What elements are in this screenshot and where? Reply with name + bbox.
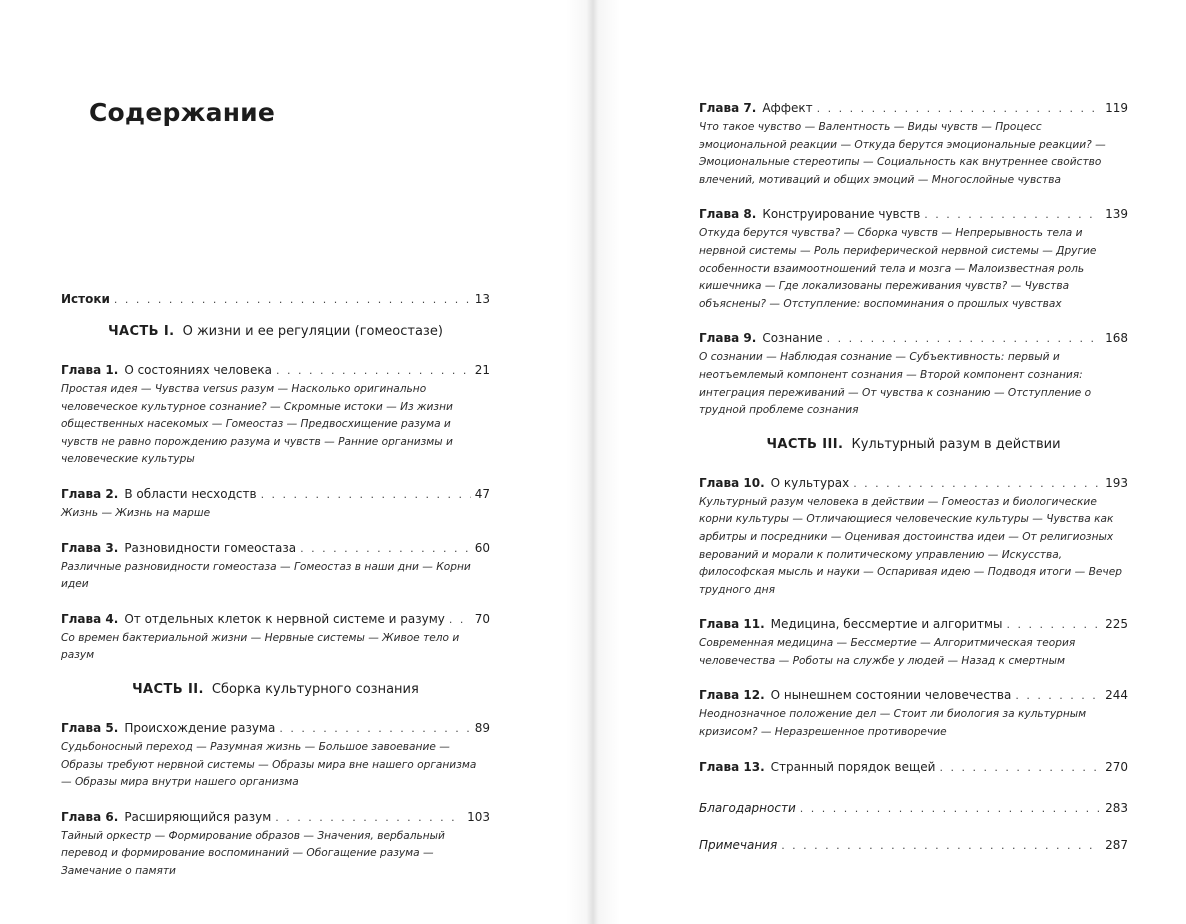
dot-leader — [800, 800, 1101, 818]
dot-leader — [114, 291, 471, 309]
page-number: 70 — [474, 611, 490, 626]
chapter-description: Жизнь — Жизнь на марше — [61, 506, 211, 519]
part-heading-3 — [699, 436, 1128, 454]
page-number: 287 — [1105, 837, 1128, 852]
toc-entry-chapter-4[interactable] — [61, 610, 490, 665]
toc-entry-acknowledgements[interactable] — [699, 799, 1128, 818]
page-number: 119 — [1105, 101, 1128, 115]
page-number: 13 — [474, 292, 490, 306]
page-title: Содержание — [89, 98, 276, 127]
entry-title: Истоки — [61, 292, 110, 306]
chapter-number: Глава 13. — [699, 759, 765, 774]
chapter-title: Аффект — [762, 101, 813, 115]
part-label: ЧАСТЬ II. — [132, 681, 204, 697]
toc-entry-chapter-10[interactable] — [699, 474, 1128, 600]
part-title: О жизни и ее регуляции (гомеостазе) — [182, 324, 443, 339]
part-label: ЧАСТЬ III. — [766, 436, 844, 452]
dot-leader — [939, 759, 1101, 777]
chapter-description: Судьбоносный переход — Разумная жизнь — Большое завоевание — Образы требуют нервной системы — Образы мира вне нашего организма — Образы мира внутри нашего организма — [61, 740, 477, 789]
chapter-description: Со времен бактериальной жизни — Нервные системы — Живое тело и разум — [61, 631, 460, 662]
chapter-number: Глава 4. — [61, 611, 119, 626]
dot-leader — [817, 100, 1101, 118]
chapter-description: Современная медицина — Бессмертие — Алгоритмическая теория человечества — Роботы на службе у людей — Назад к смертным — [699, 637, 1076, 667]
part-title: Культурный разум в действии — [851, 436, 1061, 452]
page-number: 168 — [1105, 331, 1128, 346]
chapter-number: Глава 11. — [699, 617, 765, 632]
chapter-description: О сознании — Наблюдая сознание — Субъективность: первый и неотъемлемый компонент сознания — Второй компонент сознания: интеграция переживаний — От чувства к сознанию — Отступление о трудной проблеме сознания — [699, 351, 1092, 417]
chapter-title: Расширяющийся разум — [124, 809, 272, 824]
chapter-number: Глава 5. — [61, 720, 119, 735]
chapter-title: Странный порядок вещей — [770, 759, 936, 774]
entry-title: Благодарности — [699, 800, 796, 815]
page-number: 60 — [474, 540, 490, 555]
dot-leader — [781, 837, 1101, 855]
toc-right-column — [699, 99, 1128, 871]
toc-entry-chapter-5[interactable] — [61, 719, 490, 792]
toc-entry-chapter-13[interactable] — [699, 758, 1128, 777]
toc-entry-chapter-3[interactable] — [61, 539, 490, 594]
page-number: 193 — [1105, 475, 1128, 490]
toc-entry-chapter-6[interactable] — [61, 808, 490, 881]
chapter-title: О культурах — [770, 475, 850, 490]
chapter-description: Неоднозначное положение дел — Стоит ли биология за культурным кризисом? — Неразрешенное противоречие — [699, 708, 1087, 739]
dot-leader — [275, 809, 463, 827]
dot-leader — [300, 540, 471, 558]
chapter-title: Разновидности гомеостаза — [124, 540, 297, 555]
chapter-title: О состояниях человека — [124, 363, 272, 377]
chapter-number: Глава 7. — [699, 101, 757, 115]
chapter-description: Что такое чувство — Валентность — Виды чувств — Процесс эмоциональной реакции — Откуда берутся эмоциональные реакции? — Эмоциональные стереотипы — Социальность как внутреннее свойство влечений, мотиваций и общих эмоций — Многослойные чувства — [699, 121, 1106, 186]
chapter-title: Медицина, бессмертие и алгоритмы — [770, 617, 1003, 632]
toc-entry-chapter-8[interactable] — [699, 205, 1128, 313]
chapter-number: Глава 3. — [61, 540, 119, 555]
chapter-description: Простая идея — Чувства versus разум — Насколько оригинально человеческое культурное сознание? — Скромные истоки — Из жизни общественных насекомых — Гомеостаз — Предвосхищение разума и чувств не равно порождению разума и чувств — Ранние организмы и человеческие культуры — [61, 383, 453, 466]
toc-left-column — [61, 290, 490, 897]
dot-leader — [449, 611, 471, 629]
toc-entry-notes[interactable] — [699, 836, 1128, 855]
chapter-number: Глава 9. — [699, 331, 757, 346]
dot-leader — [827, 330, 1101, 348]
page-number: 89 — [474, 720, 490, 735]
toc-entry-chapter-7[interactable] — [699, 99, 1128, 189]
chapter-title: Происхождение разума — [124, 720, 276, 735]
page-number: 244 — [1105, 688, 1128, 703]
chapter-description: Откуда берутся чувства? — Сборка чувств — Непрерывность тела и нервной системы — Роль периферической нервной системы — Другие особенности взаимоотношений тела и мозга — Малоизвестная роль кишечника — Где локализованы переживания чувств? — Чувства объяснены? — Отступление: воспоминания о прошлых чувствах — [699, 227, 1097, 310]
chapter-number: Глава 10. — [699, 475, 765, 490]
chapter-number: Глава 2. — [61, 486, 119, 501]
chapter-description: Различные разновидности гомеостаза — Гомеостаз в наши дни — Корни идеи — [61, 560, 471, 591]
chapter-number: Глава 6. — [61, 809, 119, 824]
chapter-title: В области несходств — [124, 486, 257, 501]
chapter-number: Глава 8. — [699, 207, 757, 222]
toc-entry-chapter-9[interactable] — [699, 329, 1128, 419]
chapter-number: Глава 1. — [61, 363, 119, 377]
page-number: 103 — [467, 809, 490, 824]
dot-leader — [1015, 687, 1101, 705]
part-title: Сборка культурного сознания — [211, 681, 419, 697]
dot-leader — [261, 486, 471, 504]
chapter-description: Культурный разум человека в действии — Гомеостаз и биологические корни культуры — Отличающиеся человеческие культуры — Чувства как арбитры и посредники — Оценивая достоинства идеи — От религиозных верований и морали к политическому управлению — Искусства, философская мысль и науки — Оспаривая идею — Подводя итоги — Вечер трудного дня — [699, 495, 1122, 596]
dot-leader — [853, 475, 1101, 493]
dot-leader — [279, 720, 470, 738]
page-number: 283 — [1105, 800, 1128, 815]
page-number: 139 — [1105, 207, 1128, 222]
part-label: ЧАСТЬ I. — [108, 324, 175, 339]
chapter-title: Конструирование чувств — [762, 207, 921, 222]
dot-leader — [1007, 616, 1102, 634]
part-heading-1 — [61, 323, 490, 341]
page-number: 47 — [474, 486, 490, 501]
chapter-title: Сознание — [762, 331, 823, 346]
toc-entry-chapter-11[interactable] — [699, 615, 1128, 670]
toc-entry-chapter-2[interactable] — [61, 485, 490, 523]
toc-entry-origins[interactable] — [61, 290, 490, 309]
chapter-title: О нынешнем состоянии человечества — [770, 688, 1012, 703]
page-number: 270 — [1105, 759, 1128, 774]
toc-entry-chapter-1[interactable] — [61, 361, 490, 469]
toc-entry-chapter-12[interactable] — [699, 686, 1128, 741]
page-number: 225 — [1105, 617, 1128, 632]
dot-leader — [276, 362, 471, 380]
chapter-title: От отдельных клеток к нервной системе и разуму — [124, 611, 445, 626]
chapter-description: Тайный оркестр — Формирование образов — Значения, вербальный перевод и формирование воспоминаний — Обогащение разума — Замечание о памяти — [61, 829, 445, 877]
page-number: 21 — [474, 363, 490, 377]
dot-leader — [924, 206, 1101, 224]
chapter-number: Глава 12. — [699, 688, 765, 703]
entry-title: Примечания — [699, 837, 778, 852]
part-heading-2 — [61, 681, 490, 699]
